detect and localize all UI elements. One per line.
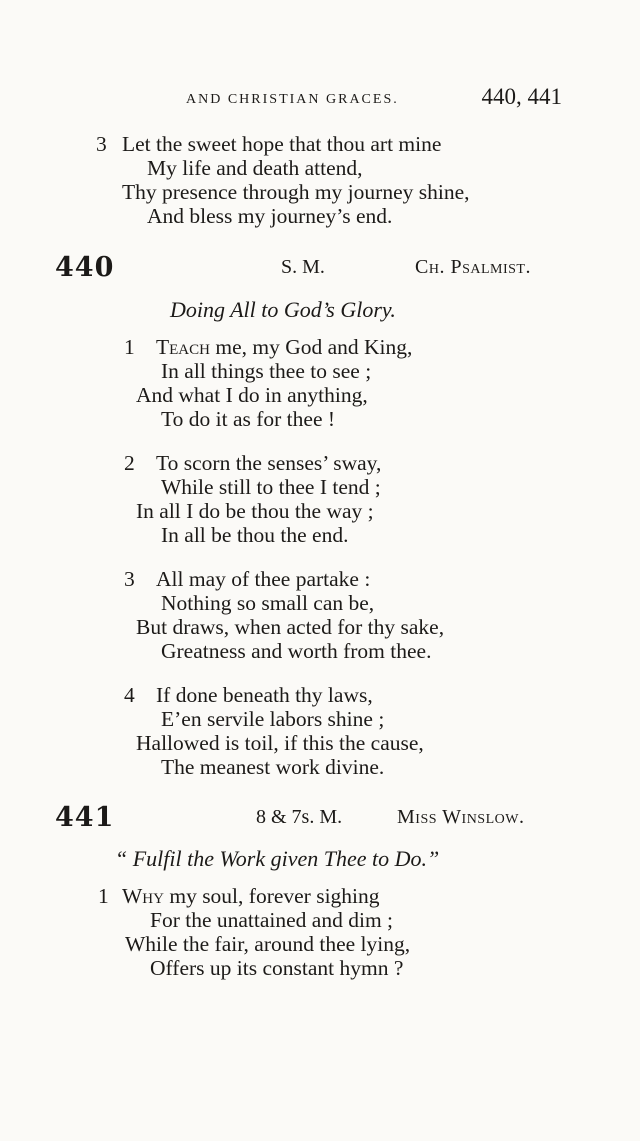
hymn-number: 441 <box>55 802 115 833</box>
stanza-line: While still to thee I tend ; <box>161 475 381 499</box>
stanza-line: 3 Let the sweet hope that thou art mine <box>96 132 442 156</box>
stanza-number: 3 <box>124 567 135 591</box>
stanza-line: And what I do in anything, <box>136 383 368 407</box>
hymn-composer: Ch. Psalmist. <box>415 256 531 278</box>
stanza-number: 1 <box>98 884 109 908</box>
running-head <box>0 84 640 114</box>
page-numbers: 440, 441 <box>481 84 562 109</box>
stanza-number: 3 <box>96 132 107 156</box>
hymn-title: Doing All to God’s Glory. <box>170 297 396 322</box>
stanza-line: 2 To scorn the senses’ sway, <box>124 451 382 475</box>
stanza-line: The meanest work divine. <box>161 755 385 779</box>
stanza-line: Hallowed is toil, if this the cause, <box>136 731 424 755</box>
stanza-line: In all be thou the end. <box>161 523 349 547</box>
stanza-line: While the fair, around thee lying, <box>125 932 411 956</box>
stanza-line: In all things thee to see ; <box>161 359 372 383</box>
hymn-composer: Miss Winslow. <box>397 806 525 828</box>
stanza-number: 1 <box>124 335 135 359</box>
stanza-number: 2 <box>124 451 135 475</box>
hymn-meter: S. M. <box>281 256 325 278</box>
stanza-line: Offers up its constant hymn ? <box>150 956 404 980</box>
stanza-line: In all I do be thou the way ; <box>136 499 374 523</box>
stanza-line: Nothing so small can be, <box>161 591 375 615</box>
hymn-number: 440 <box>55 252 115 283</box>
running-head-title: AND CHRISTIAN GRACES. <box>186 92 399 107</box>
stanza-line: To do it as for thee ! <box>161 407 336 431</box>
drop-word: Teach <box>156 335 210 359</box>
stanza-line: And bless my journey’s end. <box>147 204 393 228</box>
stanza-line: Thy presence through my journey shine, <box>122 180 470 204</box>
hymn-meter: 8 & 7s. M. <box>256 806 343 828</box>
stanza-line: 1 Why my soul, forever sighing <box>98 884 380 908</box>
stanza-line: 3 All may of thee partake : <box>124 567 371 591</box>
stanza-line: E’en servile labors shine ; <box>161 707 385 731</box>
stanza-line: My life and death attend, <box>147 156 363 180</box>
stanza-number: 4 <box>124 683 135 707</box>
stanza-line: 1 Teach me, my God and King, <box>124 335 413 359</box>
stanza-line: For the unattained and dim ; <box>150 908 394 932</box>
stanza-line: 4 If done beneath thy laws, <box>124 683 373 707</box>
hymn-title: “ Fulfil the Work given Thee to Do.” <box>115 846 440 871</box>
drop-word: Why <box>122 884 164 908</box>
stanza-line: Greatness and worth from thee. <box>161 639 432 663</box>
stanza-line: But draws, when acted for thy sake, <box>136 615 445 639</box>
